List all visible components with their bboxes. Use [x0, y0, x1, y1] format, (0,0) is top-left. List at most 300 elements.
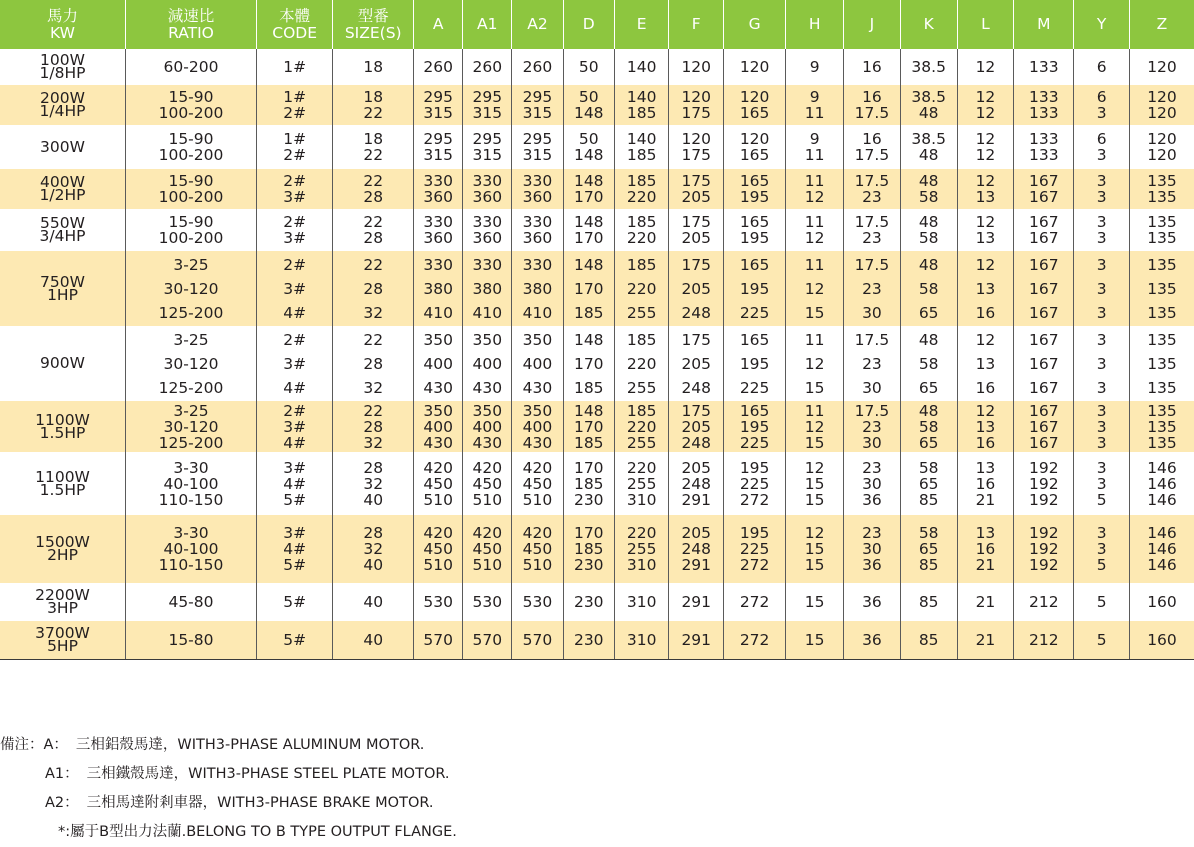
header-text: A: [432, 15, 444, 33]
cell-a2: [512, 125, 563, 169]
cell-size: [333, 583, 414, 621]
cell-value: 15-90: [168, 213, 214, 231]
cell-d: [563, 85, 614, 125]
cell-value: 2#: [283, 213, 307, 231]
header-l: [957, 0, 1014, 49]
cell-value: 220: [626, 524, 657, 542]
cell-code: [256, 621, 332, 659]
cell-value: 430: [472, 378, 503, 397]
table-header-row: [0, 0, 1194, 49]
cell-e: [614, 125, 669, 169]
cell-value: 28: [363, 417, 384, 436]
cell-value: 195: [739, 458, 770, 477]
cell-value: 410: [522, 303, 553, 322]
cell-value: 3: [1096, 146, 1107, 164]
cell-value: 15: [804, 303, 825, 322]
cell-value: 295: [472, 88, 503, 106]
header-text: J: [869, 15, 875, 33]
cell-value: 185: [573, 433, 604, 452]
cell-a: [414, 209, 463, 251]
cell-l: [957, 452, 1014, 515]
cell-value: 140: [626, 130, 657, 148]
cell-y: [1074, 49, 1130, 85]
cell-value: 400: [522, 417, 553, 436]
power-label: 1/8HP: [39, 64, 86, 82]
note-line: [0, 731, 1194, 760]
cell-value: 2#: [283, 255, 307, 274]
cell-d: [563, 251, 614, 326]
cell-value: 360: [472, 188, 503, 206]
cell-a2: [512, 452, 563, 515]
cell-f: [669, 401, 724, 452]
cell-k: [900, 401, 957, 452]
cell-value: 135: [1147, 433, 1177, 452]
cell-value: 135: [1147, 229, 1177, 247]
power-cell: [0, 209, 126, 251]
cell-value: 192: [1029, 458, 1059, 477]
cell-value: 400: [423, 417, 453, 436]
cell-k: [900, 125, 957, 169]
cell-value: 315: [423, 146, 453, 164]
cell-value: 400: [423, 354, 453, 373]
cell-value: 140: [626, 88, 657, 106]
cell-value: 3: [1096, 433, 1107, 452]
cell-value: 255: [626, 433, 657, 452]
cell-value: 120: [1147, 130, 1177, 148]
cell-value: 530: [522, 593, 553, 611]
cell-a1: [463, 49, 512, 85]
header-y: [1074, 0, 1130, 49]
cell-value: 330: [472, 172, 503, 190]
cell-value: 291: [681, 593, 712, 611]
cell-value: 17.5: [854, 146, 890, 164]
cell-value: 36: [862, 593, 882, 611]
cell-l: [957, 515, 1014, 583]
cell-value: 16: [975, 303, 996, 322]
cell-value: 175: [681, 330, 712, 349]
cell-value: 3: [1096, 354, 1107, 373]
cell-a2: [512, 209, 563, 251]
header-text: KW: [50, 23, 75, 42]
power-label: 2200W: [35, 586, 90, 604]
cell-value: 48: [918, 172, 939, 190]
cell-value: 148: [573, 401, 604, 420]
power-label: 3HP: [47, 599, 78, 617]
cell-g: [724, 515, 786, 583]
header-a2: [512, 0, 563, 49]
cell-k: [900, 85, 957, 125]
cell-j: [844, 515, 901, 583]
cell-g: [724, 583, 786, 621]
cell-g: [724, 125, 786, 169]
cell-value: 225: [739, 378, 770, 397]
cell-value: 3-30: [173, 524, 209, 542]
cell-value: 23: [862, 524, 882, 542]
cell-f: [669, 49, 724, 85]
cell-value: 28: [363, 229, 384, 247]
cell-value: 3: [1096, 524, 1107, 542]
note-line: [0, 818, 1194, 847]
cell-size: [333, 251, 414, 326]
power-cell: [0, 49, 126, 85]
cell-e: [614, 169, 669, 209]
cell-a: [414, 251, 463, 326]
cell-value: 3: [1096, 229, 1107, 247]
cell-value: 22: [363, 401, 384, 420]
table-row: [0, 125, 1194, 169]
header-text: K: [923, 15, 934, 33]
cell-value: 28: [363, 188, 384, 206]
cell-value: 3: [1096, 104, 1107, 122]
cell-value: 146: [1147, 524, 1177, 542]
power-label: 3700W: [35, 623, 90, 642]
header-size: [333, 0, 414, 49]
cell-a1: [463, 251, 512, 326]
cell-value: 12: [975, 213, 996, 231]
cell-value: 120: [681, 88, 712, 106]
cell-j: [844, 583, 901, 621]
cell-a: [414, 326, 463, 401]
cell-value: 12: [975, 130, 996, 148]
cell-e: [614, 621, 669, 659]
cell-a1: [463, 209, 512, 251]
cell-value: 3: [1096, 378, 1107, 397]
cell-k: [900, 452, 957, 515]
cell-value: 195: [739, 279, 770, 298]
cell-a: [414, 515, 463, 583]
table-row: [0, 621, 1194, 659]
cell-a1: [463, 583, 512, 621]
header-a: [414, 0, 463, 49]
cell-e: [614, 401, 669, 452]
power-label: 300W: [40, 137, 85, 156]
cell-value: 3#: [283, 524, 307, 542]
cell-value: 5: [1096, 490, 1107, 509]
header-text: M: [1037, 15, 1051, 33]
cell-ratio: [126, 515, 257, 583]
cell-value: 175: [681, 104, 712, 122]
cell-a: [414, 621, 463, 659]
cell-value: 146: [1147, 556, 1177, 574]
cell-g: [724, 251, 786, 326]
cell-value: 85: [918, 556, 939, 574]
cell-e: [614, 452, 669, 515]
cell-l: [957, 326, 1014, 401]
cell-m: [1014, 583, 1074, 621]
cell-value: 330: [522, 172, 553, 190]
cell-ratio: [126, 125, 257, 169]
cell-a1: [463, 326, 512, 401]
note-prefix: *:: [58, 824, 71, 840]
cell-value: 295: [423, 88, 453, 106]
cell-value: 175: [681, 172, 712, 190]
cell-value: 18: [363, 130, 384, 148]
cell-value: 185: [626, 213, 657, 231]
cell-value: 212: [1029, 593, 1059, 611]
power-label: 1/4HP: [39, 102, 86, 120]
cell-value: 32: [363, 303, 384, 322]
cell-value: 450: [472, 474, 503, 493]
cell-value: 133: [1029, 130, 1059, 148]
cell-value: 170: [573, 279, 604, 298]
cell-value: 85: [918, 593, 939, 611]
cell-value: 248: [681, 474, 712, 493]
cell-code: [256, 85, 332, 125]
cell-value: 30-120: [163, 279, 219, 298]
cell-d: [563, 401, 614, 452]
cell-value: 175: [681, 255, 712, 274]
cell-value: 40: [363, 630, 384, 649]
cell-value: 3: [1096, 213, 1107, 231]
cell-value: 23: [862, 417, 882, 436]
header-text: Z: [1156, 15, 1168, 33]
cell-value: 192: [1029, 556, 1059, 574]
cell-value: 120: [739, 58, 770, 76]
cell-value: 272: [739, 490, 770, 509]
table-row: [0, 169, 1194, 209]
cell-value: 3-25: [173, 330, 209, 349]
header-text: 馬力: [46, 6, 78, 25]
cell-value: 23: [862, 354, 882, 373]
cell-value: 3: [1096, 255, 1107, 274]
cell-value: 170: [573, 524, 604, 542]
power-label: 400W: [40, 173, 85, 191]
cell-value: 185: [573, 474, 604, 493]
power-label: 1100W: [35, 410, 90, 429]
cell-value: 295: [423, 130, 453, 148]
table-row: [0, 583, 1194, 621]
cell-code: [256, 401, 332, 452]
cell-value: 310: [626, 593, 657, 611]
cell-value: 205: [681, 417, 712, 436]
cell-value: 58: [918, 417, 939, 436]
cell-value: 12: [804, 279, 825, 298]
note-prefix: A2：: [45, 795, 79, 811]
cell-value: 195: [739, 229, 770, 247]
cell-value: 220: [626, 188, 657, 206]
cell-value: 400: [522, 354, 553, 373]
cell-value: 3: [1096, 401, 1107, 420]
cell-value: 350: [472, 330, 503, 349]
cell-value: 16: [862, 88, 882, 106]
header-d: [563, 0, 614, 49]
cell-value: 205: [681, 229, 712, 247]
cell-value: 15-90: [168, 88, 214, 106]
cell-value: 165: [739, 172, 770, 190]
cell-size: [333, 326, 414, 401]
cell-code: [256, 209, 332, 251]
table-row: [0, 49, 1194, 85]
power-cell: [0, 125, 126, 169]
cell-value: 18: [363, 58, 384, 76]
cell-value: 135: [1147, 213, 1177, 231]
cell-d: [563, 515, 614, 583]
cell-value: 120: [681, 58, 712, 76]
cell-value: 65: [918, 303, 939, 322]
cell-code: [256, 515, 332, 583]
cell-z: [1129, 251, 1194, 326]
header-text: F: [691, 15, 701, 33]
cell-value: 125-200: [158, 378, 224, 397]
cell-ratio: [126, 251, 257, 326]
cell-value: 3: [1096, 188, 1107, 206]
cell-value: 167: [1029, 188, 1059, 206]
cell-value: 330: [423, 213, 453, 231]
cell-value: 310: [626, 630, 657, 649]
power-label: 1100W: [35, 467, 90, 486]
cell-value: 15-90: [168, 130, 214, 148]
cell-a2: [512, 251, 563, 326]
cell-g: [724, 49, 786, 85]
cell-value: 167: [1029, 354, 1059, 373]
cell-value: 11: [804, 146, 825, 164]
cell-value: 165: [739, 255, 770, 274]
cell-value: 11: [804, 255, 825, 274]
cell-m: [1014, 401, 1074, 452]
cell-value: 135: [1147, 354, 1177, 373]
cell-value: 510: [472, 556, 503, 574]
cell-size: [333, 401, 414, 452]
cell-value: 380: [472, 279, 503, 298]
cell-value: 3: [1096, 540, 1107, 558]
note-text: 三相馬達附剎車器，WITH3-PHASE BRAKE MOTOR.: [86, 795, 434, 811]
cell-value: 192: [1029, 474, 1059, 493]
cell-value: 350: [472, 401, 503, 420]
cell-value: 350: [522, 330, 553, 349]
cell-value: 40: [363, 490, 384, 509]
header-h: [786, 0, 844, 49]
cell-value: 220: [626, 229, 657, 247]
cell-a: [414, 49, 463, 85]
cell-value: 220: [626, 417, 657, 436]
cell-size: [333, 169, 414, 209]
cell-a2: [512, 326, 563, 401]
cell-value: 255: [626, 540, 657, 558]
cell-value: 30: [862, 433, 882, 452]
cell-value: 175: [681, 146, 712, 164]
cell-value: 65: [918, 474, 939, 493]
cell-value: 170: [573, 354, 604, 373]
header-j: [844, 0, 901, 49]
cell-value: 4#: [283, 474, 307, 493]
cell-h: [786, 251, 844, 326]
cell-value: 30: [862, 303, 882, 322]
cell-value: 291: [681, 490, 712, 509]
cell-value: 13: [975, 229, 996, 247]
cell-value: 192: [1029, 524, 1059, 542]
cell-g: [724, 326, 786, 401]
power-label: 200W: [40, 89, 85, 107]
cell-j: [844, 251, 901, 326]
cell-value: 23: [862, 458, 882, 477]
header-text: D: [582, 15, 595, 33]
cell-a: [414, 401, 463, 452]
cell-y: [1074, 583, 1130, 621]
header-text: E: [636, 15, 647, 33]
cell-j: [844, 49, 901, 85]
power-label: 2HP: [47, 546, 78, 564]
cell-size: [333, 85, 414, 125]
cell-value: 48: [918, 146, 939, 164]
cell-value: 11: [804, 104, 825, 122]
cell-k: [900, 169, 957, 209]
cell-value: 100-200: [158, 188, 224, 206]
cell-m: [1014, 515, 1074, 583]
cell-z: [1129, 169, 1194, 209]
cell-value: 420: [472, 524, 503, 542]
cell-value: 420: [522, 458, 553, 477]
cell-ratio: [126, 583, 257, 621]
cell-f: [669, 515, 724, 583]
cell-code: [256, 125, 332, 169]
cell-j: [844, 85, 901, 125]
cell-value: 16: [975, 433, 996, 452]
table-row: [0, 401, 1194, 452]
cell-value: 22: [363, 255, 384, 274]
header-text: L: [981, 15, 990, 33]
power-cell: [0, 169, 126, 209]
cell-y: [1074, 125, 1130, 169]
cell-value: 3: [1096, 458, 1107, 477]
header-g: [724, 0, 786, 49]
cell-j: [844, 452, 901, 515]
cell-y: [1074, 85, 1130, 125]
cell-value: 21: [975, 630, 996, 649]
cell-m: [1014, 85, 1074, 125]
cell-value: 185: [626, 255, 657, 274]
cell-value: 120: [1147, 88, 1177, 106]
cell-value: 120: [681, 130, 712, 148]
cell-l: [957, 621, 1014, 659]
cell-value: 350: [423, 401, 453, 420]
cell-value: 350: [423, 330, 453, 349]
cell-value: 22: [363, 330, 384, 349]
cell-value: 30: [862, 474, 882, 493]
cell-k: [900, 49, 957, 85]
cell-d: [563, 621, 614, 659]
power-label: 5HP: [47, 636, 78, 655]
cell-value: 135: [1147, 378, 1177, 397]
cell-value: 195: [739, 188, 770, 206]
cell-value: 360: [472, 229, 503, 247]
cell-value: 12: [975, 330, 996, 349]
power-cell: [0, 251, 126, 326]
cell-value: 510: [522, 490, 553, 509]
cell-value: 295: [522, 130, 553, 148]
cell-value: 170: [573, 188, 604, 206]
cell-value: 21: [975, 556, 996, 574]
cell-h: [786, 125, 844, 169]
cell-size: [333, 515, 414, 583]
cell-value: 45-80: [168, 593, 214, 611]
cell-value: 50: [578, 58, 599, 76]
cell-ratio: [126, 49, 257, 85]
cell-a1: [463, 452, 512, 515]
cell-value: 330: [472, 255, 503, 274]
cell-value: 291: [681, 630, 712, 649]
cell-k: [900, 583, 957, 621]
cell-j: [844, 209, 901, 251]
power-cell: [0, 452, 126, 515]
cell-value: 220: [626, 279, 657, 298]
cell-a2: [512, 49, 563, 85]
cell-f: [669, 326, 724, 401]
cell-value: 5#: [283, 490, 307, 509]
cell-value: 167: [1029, 255, 1059, 274]
cell-value: 260: [423, 58, 453, 76]
header-k: [900, 0, 957, 49]
cell-value: 530: [423, 593, 453, 611]
